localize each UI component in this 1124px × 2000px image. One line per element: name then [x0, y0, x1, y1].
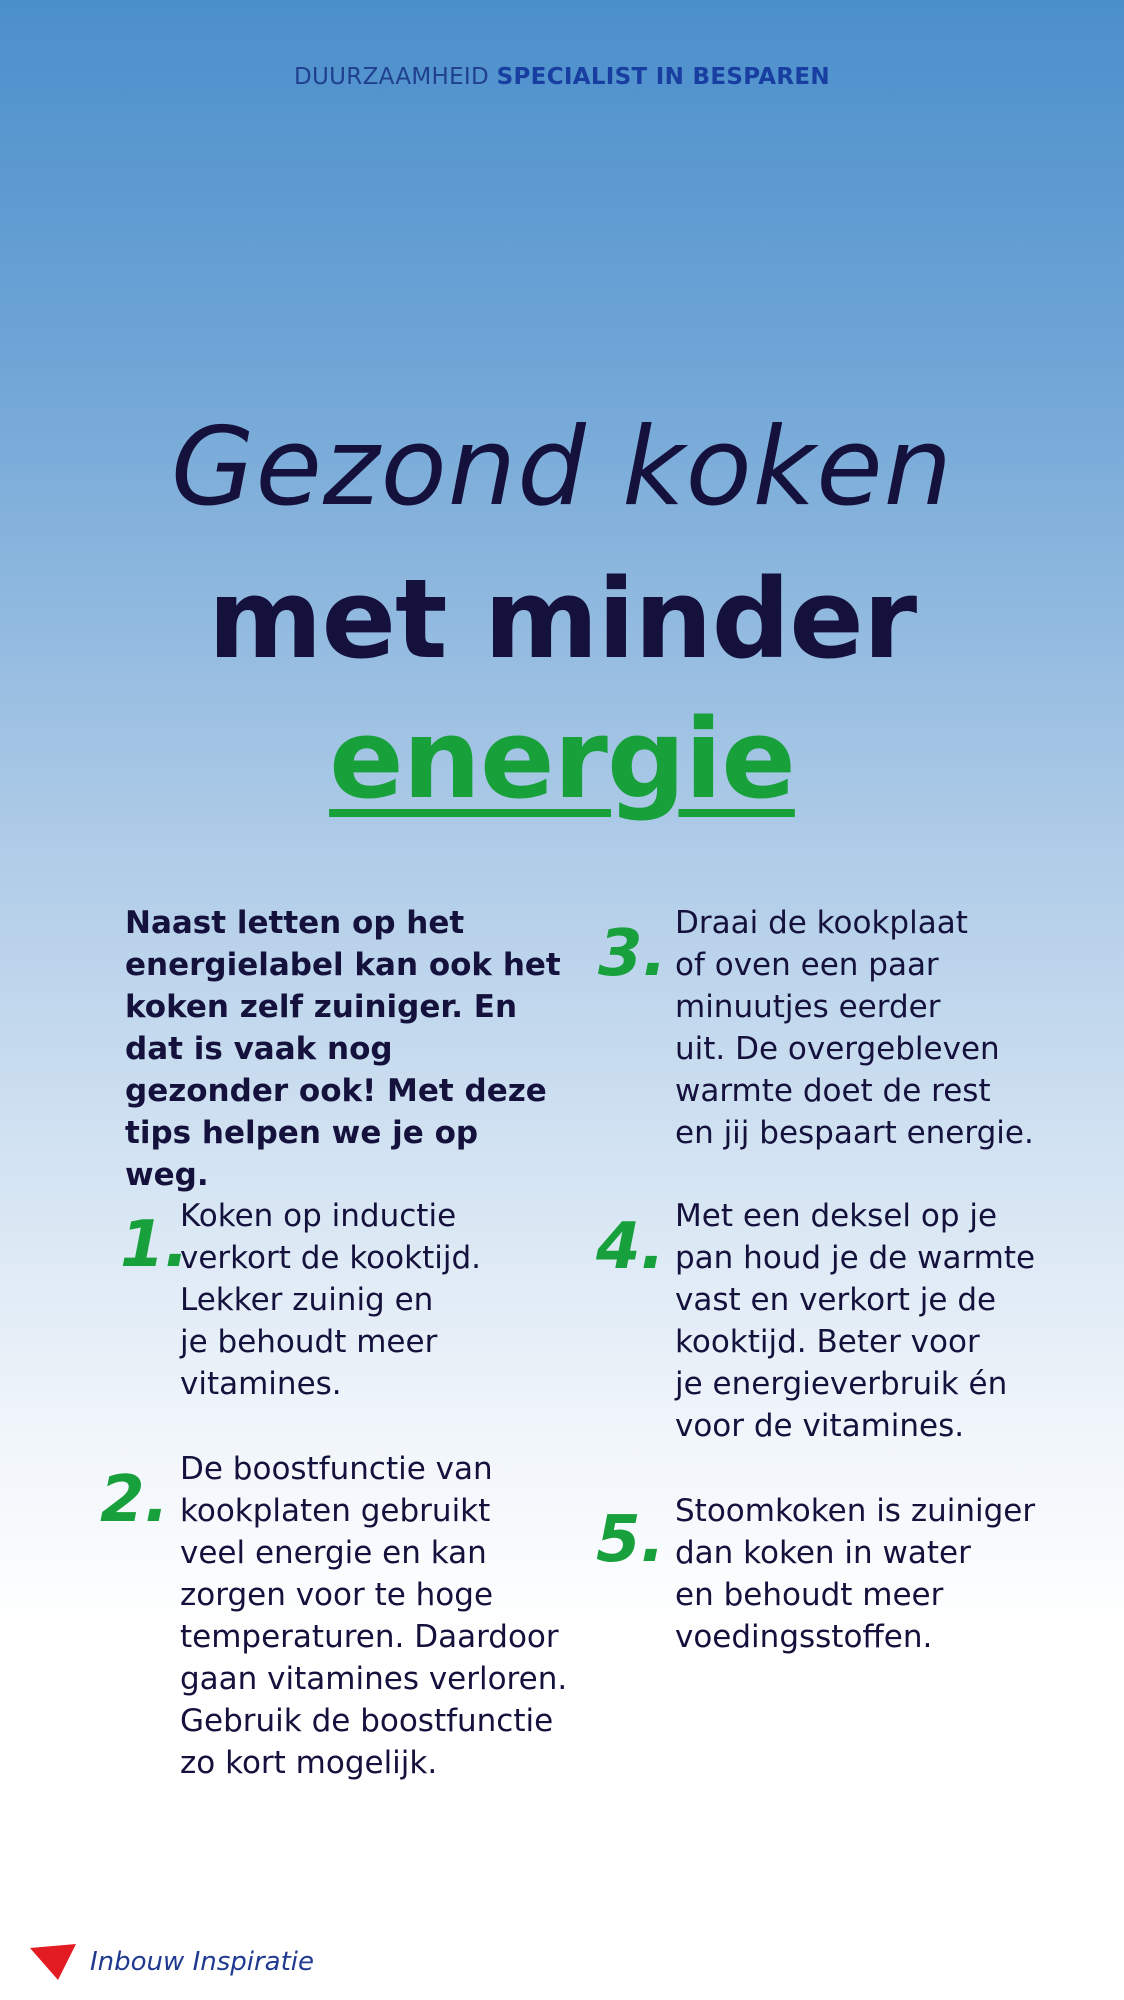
brand-name: Inbouw Inspiratie	[90, 1947, 315, 1977]
tip-text: Draai de kookplaat of oven een paar minuutjes eerder uit. De overgebleven warmte doet de rest en jij bespaart energie.	[675, 905, 1034, 1151]
section-title: SPECIALIST IN BESPAREN	[496, 64, 830, 90]
tip-number: 2.	[100, 1463, 169, 1537]
headline-line-2: met minder	[207, 555, 917, 683]
brand-footer[interactable]	[28, 1940, 314, 1984]
tip-text: De boostfunctie van kookplaten gebruikt veel energie en kan zorgen voor te hoge temperaturen. Daardoor gaan vitamines verloren. Gebruik de boostfunctie zo kort mogelijk.	[180, 1451, 568, 1781]
tip-text: Met een deksel op je pan houd je de warmte vast en verkort je de kooktijd. Beter voor je energieverbruik én voor de vitamines.	[675, 1198, 1036, 1444]
tip-number: 4.	[596, 1210, 665, 1284]
headline-line-3	[0, 695, 1124, 823]
tip-number: 1.	[120, 1208, 189, 1282]
headline-energie: energie	[329, 695, 795, 823]
tip-text: Stoomkoken is zuiniger dan koken in water en behoudt meer voedingsstoffen.	[675, 1493, 1036, 1655]
section-label: DUURZAAMHEID	[294, 64, 490, 90]
tip-text: Koken op inductie verkort de kooktijd. Lekker zuinig en je behoudt meer vitamines.	[180, 1198, 481, 1402]
tip-number: 3.	[598, 917, 667, 991]
intro-text: Naast letten op het energielabel kan ook het koken zelf zuiniger. En dat is vaak nog gezonder ook! Met deze tips helpen we je op weg.	[125, 905, 561, 1193]
tip-number: 5.	[596, 1503, 665, 1577]
section-header	[0, 64, 1124, 90]
red-triangle-logo-icon	[28, 1942, 78, 1982]
headline-line-1: Gezond koken	[170, 405, 954, 530]
